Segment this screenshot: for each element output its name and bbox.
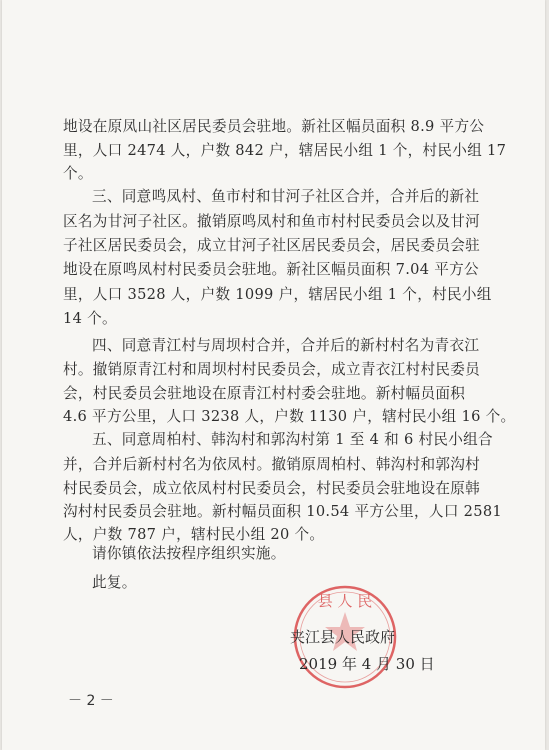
body-line-17: 沟村村民委员会驻地。新村幅员面积 10.54 平方公里，人口 2581 bbox=[63, 503, 502, 520]
issuer-name: 夹江县人民政府 bbox=[290, 628, 396, 646]
body-line-5: 区名为甘河子社区。撤销原鸣凤村和鱼市村村民委员会以及甘河 bbox=[63, 213, 481, 230]
body-line-3: 个。 bbox=[63, 165, 93, 182]
page-number: － 2 － bbox=[68, 693, 114, 709]
body-line-14: 五、同意周柏村、韩沟村和郭沟村第 1 至 4 和 6 村民小组合 bbox=[92, 431, 493, 448]
body-line-13: 4.6 平方公里，人口 3238 人，户数 1130 户，辖村民小组 16 个。 bbox=[63, 408, 516, 425]
issue-date: 2019 年 4 月 30 日 bbox=[299, 655, 435, 673]
body-line-10: 四、同意青江村与周坝村合并，合并后的新村村名为青衣江 bbox=[92, 337, 480, 354]
body-line-19: 请你镇依法按程序组织实施。 bbox=[92, 545, 286, 562]
body-line-4: 三、同意鸣凤村、鱼市村和甘河子社区合并，合并后的新社 bbox=[92, 188, 480, 205]
body-line-6: 子社区居民委员会，成立甘河子社区居民委员会，居民委员会驻 bbox=[63, 237, 481, 254]
body-line-2: 里，人口 2474 人，户数 842 户，辖居民小组 1 个，村民小组 17 bbox=[63, 142, 507, 159]
body-line-15: 并，合并后新村村名为依凤村。撤销原周柏村、韩沟村和郭沟村 bbox=[63, 456, 481, 473]
document-page bbox=[2, 0, 545, 750]
body-line-7: 地设在原鸣凤村村民委员会驻地。新社区幅员面积 7.04 平方公 bbox=[63, 261, 479, 278]
body-line-18: 人，户数 787 户，辖村民小组 20 个。 bbox=[63, 526, 325, 543]
body-line-1: 地设在原凤山社区居民委员会驻地。新社区幅员面积 8.9 平方公 bbox=[63, 118, 485, 135]
body-line-16: 村民委员会，成立依凤村村民委员会，村民委员会驻地设在原韩 bbox=[63, 480, 481, 497]
body-line-20: 此复。 bbox=[92, 574, 137, 591]
body-line-12: 会，村民委员会驻地设在原青江村村委会驻地。新村幅员面积 bbox=[63, 385, 466, 402]
svg-text:县 人 民: 县 人 民 bbox=[317, 592, 373, 610]
body-line-8: 里，人口 3528 人，户数 1099 户，辖居民小组 1 个，村民小组 bbox=[63, 286, 492, 303]
body-line-11: 村。撤销原青江村和周坝村村民委员会，成立青衣江村村民委员 bbox=[63, 361, 481, 378]
body-line-9: 14 个。 bbox=[63, 310, 117, 327]
